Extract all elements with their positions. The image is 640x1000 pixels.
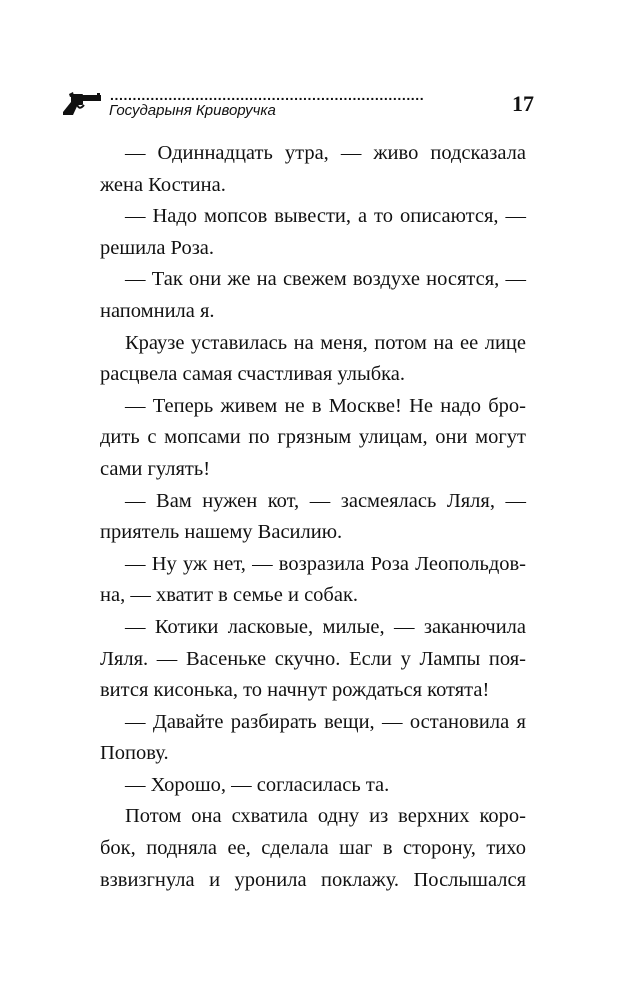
header-leader-dots: ...................................................................... xyxy=(110,90,425,100)
text-line: — Давайте разбирать вещи, — остановила я xyxy=(125,710,526,733)
page-number: 17 xyxy=(512,91,534,116)
text-line: Потом она схватила одну из верхних коро- xyxy=(125,805,526,828)
text-line: — Надо мопсов вывести, а то описаются, — xyxy=(125,205,526,228)
text-line: на, — хватит в семье и собак. xyxy=(100,584,359,607)
text-line: — Ну уж нет, — возразила Роза Леопольдов- xyxy=(125,552,526,575)
text-line: решила Роза. xyxy=(100,236,215,259)
text-line: взвизгнула и уронила поклажу. Послышался xyxy=(100,868,526,891)
book-title: Государыня Криворучка xyxy=(109,102,276,119)
revolver-icon xyxy=(60,92,102,116)
text-line: бок, подняла ее, сделала шаг в сторону, тихо xyxy=(100,837,526,860)
text-line: Краузе уставилась на меня, потом на ее лице xyxy=(125,331,526,354)
text-line: — Котики ласковые, милые, — заканючила xyxy=(125,615,526,638)
text-line: Ляля. — Васеньке скучно. Если у Лампы поя- xyxy=(100,647,526,670)
body-text xyxy=(100,138,526,896)
text-line: — Одиннадцать утра, — живо подсказала xyxy=(125,142,526,164)
text-line: — Вам нужен кот, — засмеялась Ляля, — xyxy=(125,489,526,512)
text-line: напомнила я. xyxy=(100,299,215,322)
text-line: — Теперь живем не в Москве! Не надо бро- xyxy=(125,394,526,417)
running-header xyxy=(60,88,534,128)
text-line: — Так они же на свежем воздухе носятся, — xyxy=(125,268,526,291)
text-line: жена Костина. xyxy=(100,173,226,196)
text-line: приятель нашему Василию. xyxy=(100,521,343,544)
text-line: дить с мопсами по грязным улицам, они могут xyxy=(100,426,526,449)
text-line: сами гулять! xyxy=(100,457,211,480)
text-line: Попову. xyxy=(100,742,169,765)
text-line: вится кисонька, то начнут рождаться котята! xyxy=(100,679,490,702)
text-line: расцвела самая счастливая улыбка. xyxy=(100,363,406,386)
text-line: — Хорошо, — согласилась та. xyxy=(125,773,390,796)
